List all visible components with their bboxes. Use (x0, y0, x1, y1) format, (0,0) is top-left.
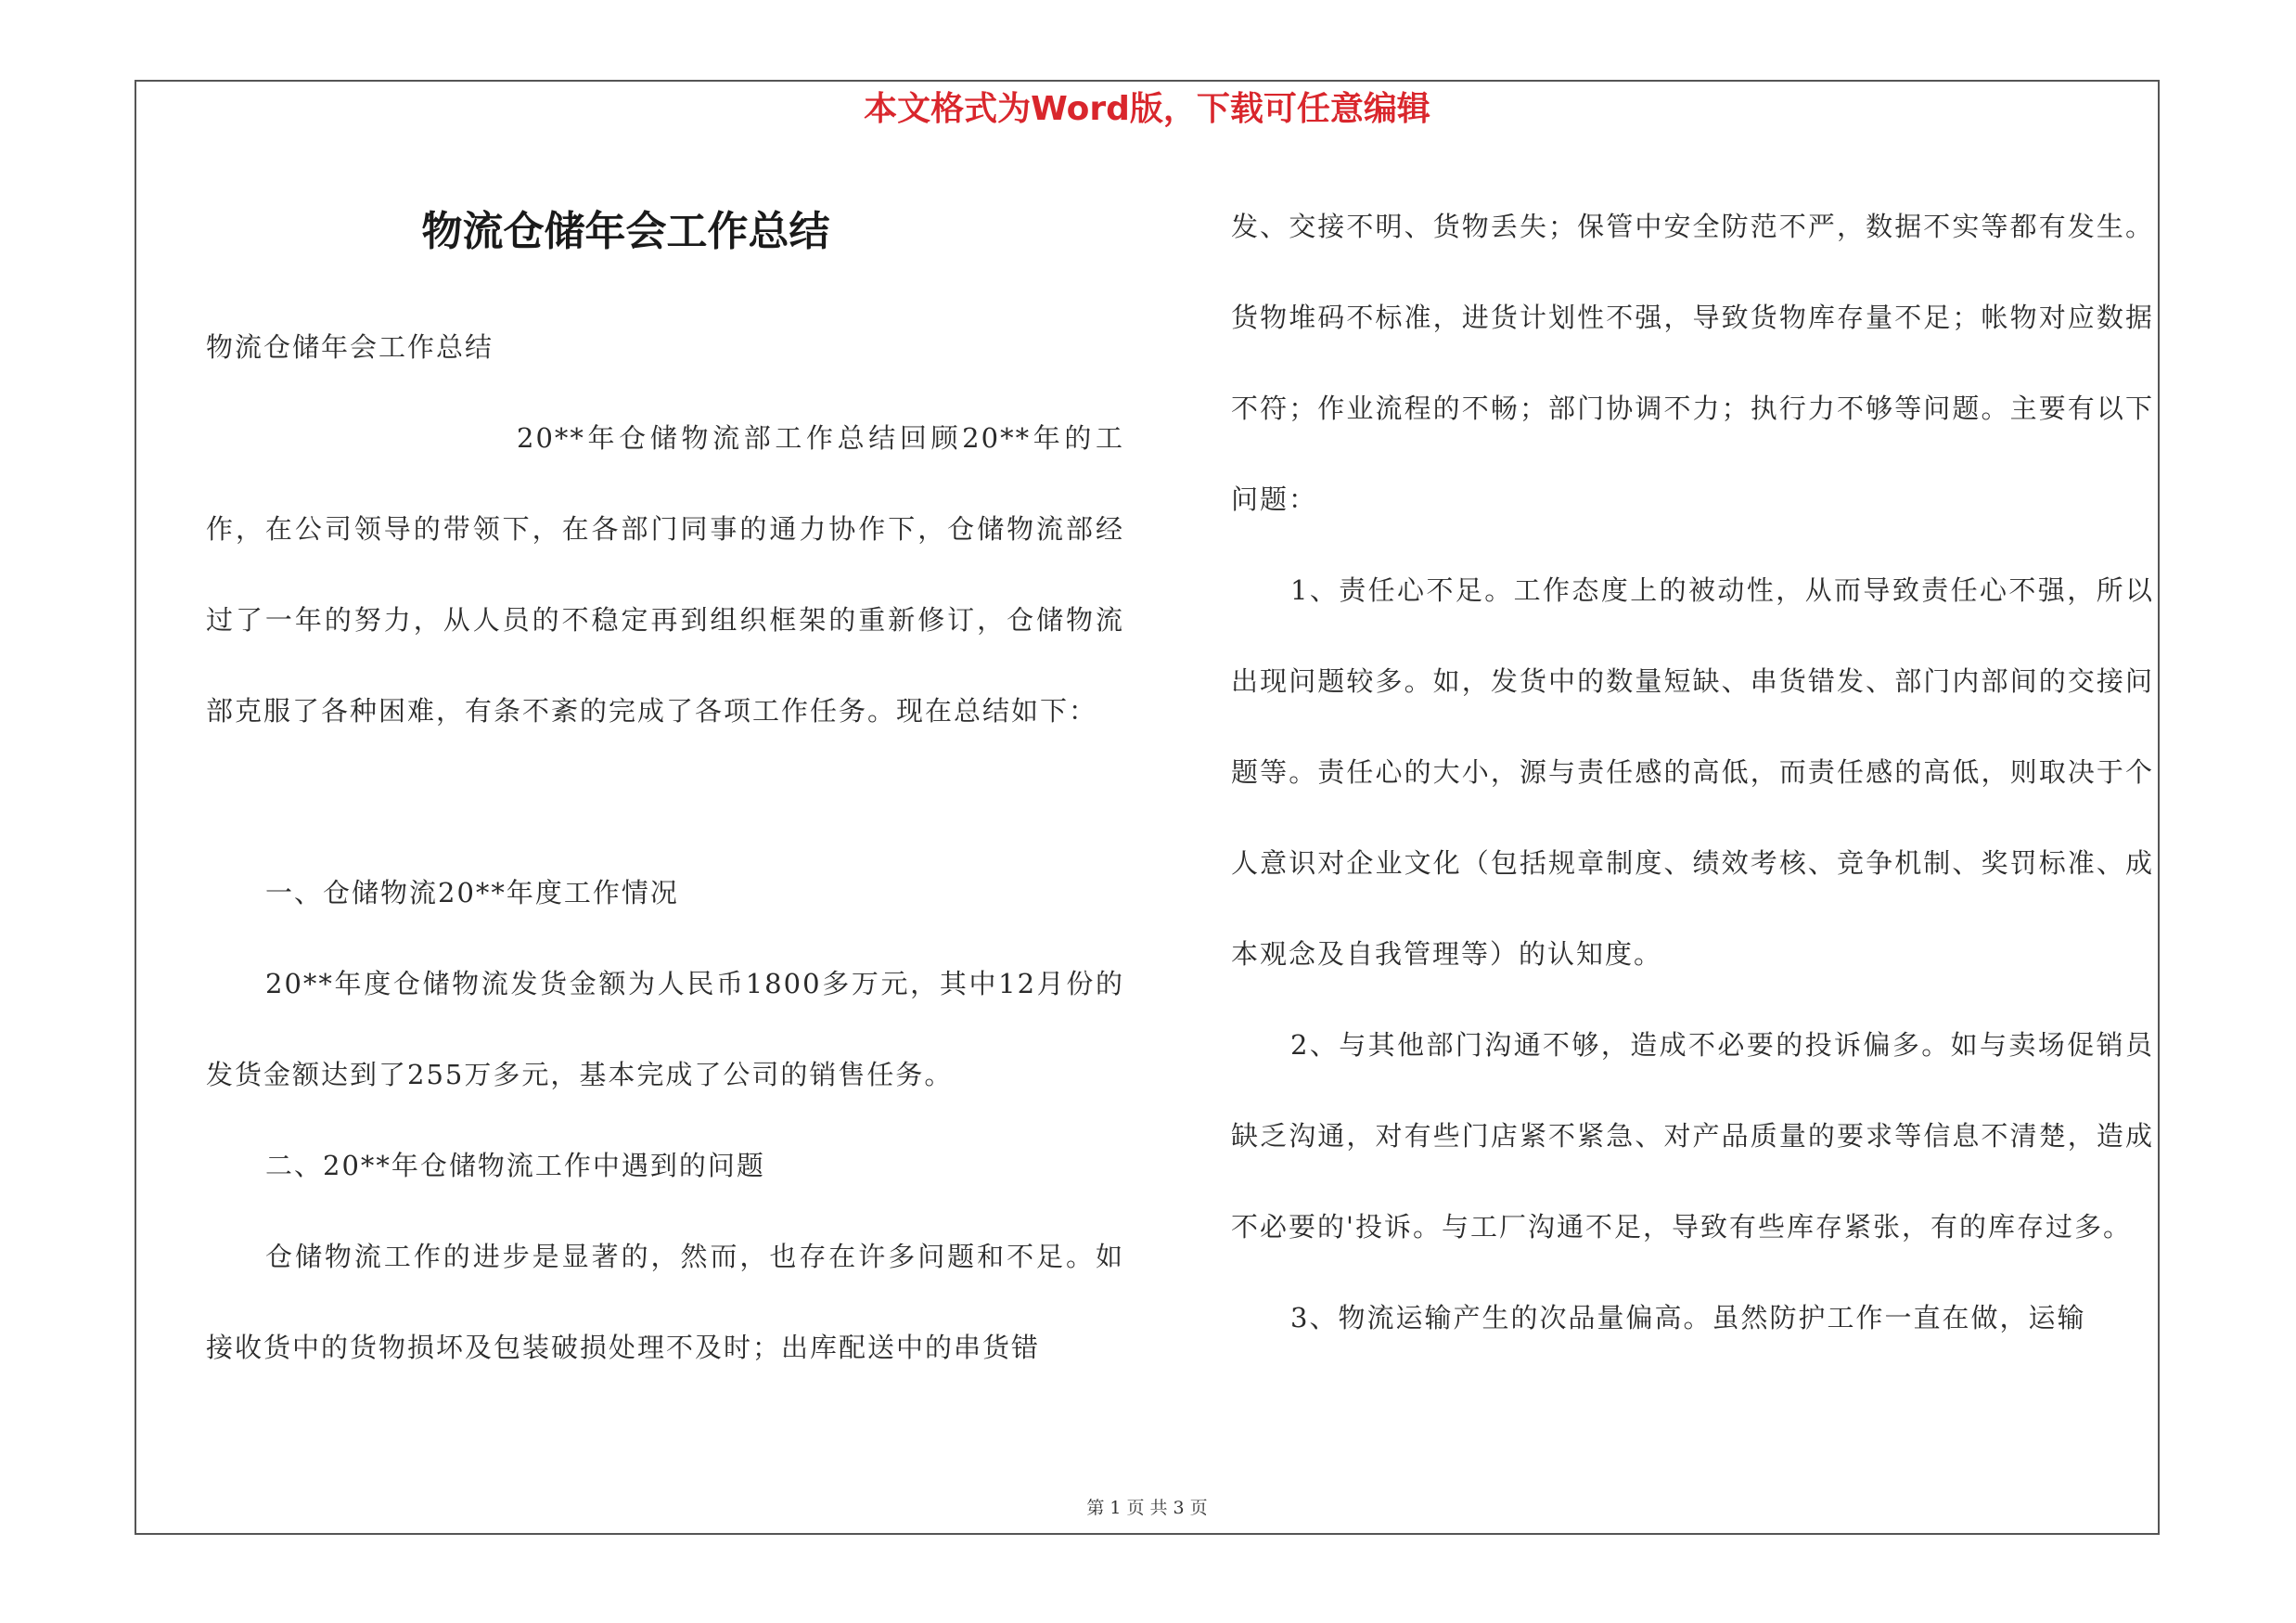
document-title: 物流仓储年会工作总结 (421, 208, 830, 255)
left-column (206, 181, 1124, 1393)
problem-2-paragraph: 2、与其他部门沟通不够，造成不必要的投诉偏多。如与卖场促销员缺乏沟通，对有些门店紧不紧急、对产品质量的要求等信息不清楚，造成不必要的'投诉。与工厂沟通不足，导致有些库存紧张，有的库存过多。 (1231, 1029, 2154, 1243)
right-column (1231, 181, 2154, 1363)
continued-paragraph: 发、交接不明、货物丢失；保管中安全防范不严，数据不实等都有发生。货物堆码不标准，进货计划性不强，导致货物库存量不足；帐物对应数据不符；作业流程的不畅；部门协调不力；执行力不够等问题。主要有以下问题： (1231, 211, 2154, 515)
subtitle-paragraph: 物流仓储年会工作总结 (206, 331, 494, 363)
problem-3-paragraph: 3、物流运输产生的次品量偏高。虽然防护工作一直在做，运输 (1290, 1302, 2086, 1333)
page-number-footer: 第 1 页 共 3 页 (1086, 1498, 1208, 1518)
intro-paragraph: 20**年仓储物流部工作总结回顾20**年的工作，在公司领导的带领下，在各部门同事的通力协作下，仓储物流部经过了一年的努力，从人员的不稳定再到组织框架的重新修订，仓储物流部克服了各种困难，有条不紊的完成了各项工作任务。现在总结如下： (206, 422, 1124, 727)
section-heading-1: 一、仓储物流20**年度工作情况 (265, 877, 679, 908)
problem-1-paragraph: 1、责任心不足。工作态度上的被动性，从而导致责任心不强，所以出现问题较多。如，发货中的数量短缺、串货错发、部门内部间的交接问题等。责任心的大小，源与责任感的高低，而责任感的高低，则取决于个人意识对企业文化（包括规章制度、绩效考核、竞争机制、奖罚标准、成本观念及自我管理等）的认知度。 (1231, 574, 2154, 970)
word-format-banner: 本文格式为Word版，下载可任意编辑 (864, 90, 1430, 128)
section-heading-2: 二、20**年仓储物流工作中遇到的问题 (265, 1150, 765, 1181)
section-1-paragraph: 20**年度仓储物流发货金额为人民币1800多万元，其中12月份的发货金额达到了255万多元，基本完成了公司的销售任务。 (206, 968, 1124, 1090)
section-2-paragraph: 仓储物流工作的进步是显著的，然而，也存在许多问题和不足。如接收货中的货物损坏及包装破损处理不及时；出库配送中的串货错 (206, 1241, 1124, 1363)
